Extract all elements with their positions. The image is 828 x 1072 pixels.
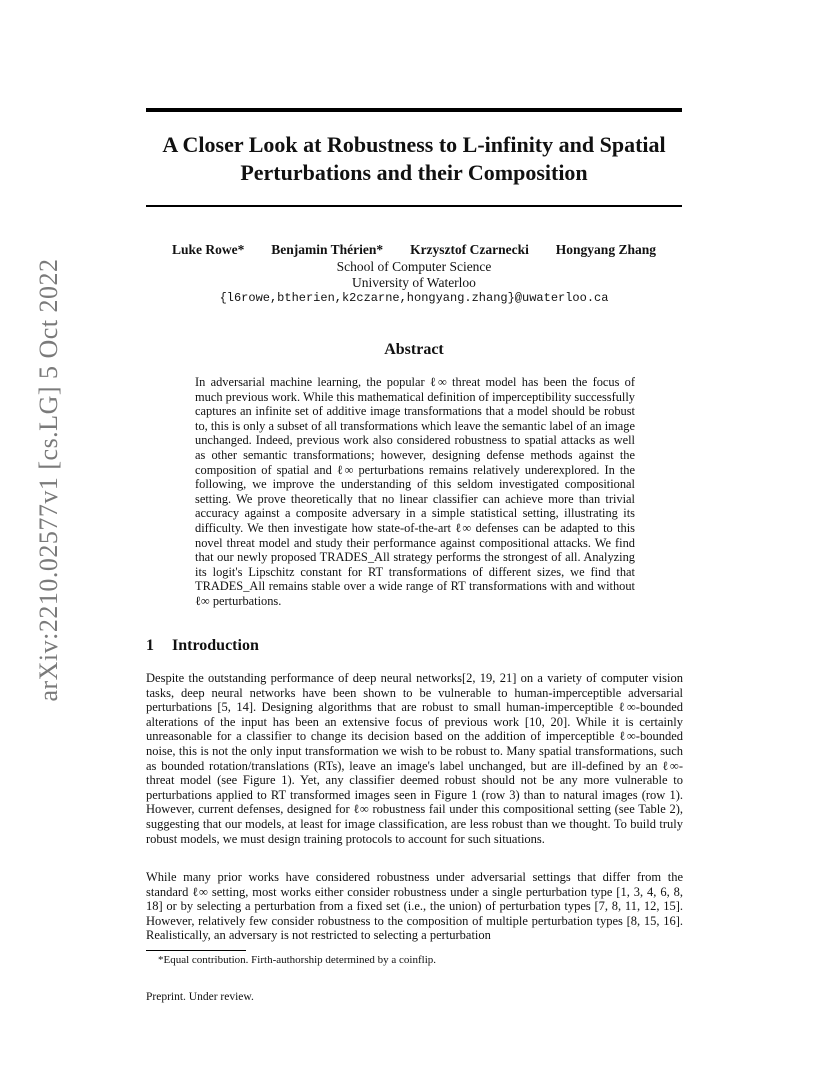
author-name: Krzysztof Czarnecki bbox=[410, 242, 529, 257]
author-name: Benjamin Thérien* bbox=[271, 242, 384, 257]
author-emails: {l6rowe,btherien,k2czarne,hongyang.zhang}@uwaterloo.ca bbox=[219, 291, 609, 305]
author-name: Luke Rowe* bbox=[172, 242, 245, 257]
author-name: Hongyang Zhang bbox=[555, 242, 656, 257]
author-list bbox=[146, 242, 682, 258]
affiliation-school: School of Computer Science bbox=[336, 259, 492, 274]
top-rule bbox=[146, 108, 682, 112]
section-title: Introduction bbox=[172, 637, 259, 654]
abstract-heading: Abstract bbox=[384, 341, 444, 358]
abstract-text: In adversarial machine learning, the popular ℓ∞ threat model has been the focus of much previous work. While this mathematical definition of imperceptibility successfully captures an infinite set of additive image transformations that a model should be robust to, this is only a subset of all transformations which leave the semantic label of an image unchanged. Indeed, previous work also considered robustness to spatial attacks as well as other semantic transformations; however, designing defense methods against the composition of spatial and ℓ∞ perturbations remains relatively underexplored. In the following, we improve the understanding of this seldom investigated compositional setting. We prove theoretically that no linear classifier can achieve more than trivial accuracy against a composite adversary in a simple statistical setting, illustrating its difficulty. We then investigate how state-of-the-art ℓ∞ defenses can be adapted to this novel threat model and study their performance against compositional attacks. We find that our newly proposed TRADES_All strategy performs the strongest of all. Analyzing its logit's Lipschitz constant for RT transformations of different sizes, we find that TRADES_All remains stable over a wide range of RT transformations with and without ℓ∞ perturbations. bbox=[195, 375, 635, 608]
title-bottom-rule bbox=[146, 205, 682, 207]
arxiv-stamp: arXiv:2210.02577v1 [cs.LG] 5 Oct 2022 bbox=[34, 258, 63, 702]
footnote-rule bbox=[146, 950, 246, 951]
section-heading bbox=[146, 637, 259, 655]
footnote: *Equal contribution. Firth-authorship determined by a coinflip. bbox=[158, 954, 436, 966]
affiliation-university: University of Waterloo bbox=[352, 275, 476, 290]
intro-paragraph-1: Despite the outstanding performance of deep neural networks[2, 19, 21] on a variety of computer vision tasks, deep neural networks have been shown to be vulnerable to human-imperceptible adversarial perturbations [5, 14]. Designing algorithms that are robust to small human-imperceptible ℓ∞-bounded alterations of the input has been an extensive focus of previous work [10, 20]. While it is certainly unreasonable for a classifier to change its decision based on the addition of imperceptible ℓ∞-bounded noise, this is not the only input transformation we wish to be robust to. Many spatial transformations, such as bounded rotation/translations (RTs), leave an image's label unchanged, but are ill-defined by an ℓ∞-threat model (see Figure 1). Yet, any classifier deemed robust should not be any more vulnerable to perturbations applied to RT transformed images seen in Figure 1 (row 3) than to natural images (row 1). However, current defenses, designed for ℓ∞ robustness fail under this compositional setting (see Table 2), suggesting that our models, at least for image classification, are less robust than we thought. To build truly robust models, we must design training protocols to account for such situations. bbox=[146, 671, 683, 846]
intro-paragraph-2: While many prior works have considered robustness under adversarial settings that differ from the standard ℓ∞ setting, most works either consider robustness under a single perturbation type [1, 3, 4, 6, 8, 18] or by selecting a perturbation from a fixed set (i.e., the union) of perturbation types [7, 8, 11, 12, 15]. However, relatively few consider robustness to the composition of multiple perturbation types [8, 15, 16]. Realistically, an adversary is not restricted to selecting a perturbation bbox=[146, 870, 683, 943]
preprint-footer: Preprint. Under review. bbox=[146, 991, 254, 1003]
section-number: 1 bbox=[146, 637, 154, 654]
paper-title: A Closer Look at Robustness to L-infinity and Spatial Perturbations and their Composition bbox=[162, 132, 666, 185]
